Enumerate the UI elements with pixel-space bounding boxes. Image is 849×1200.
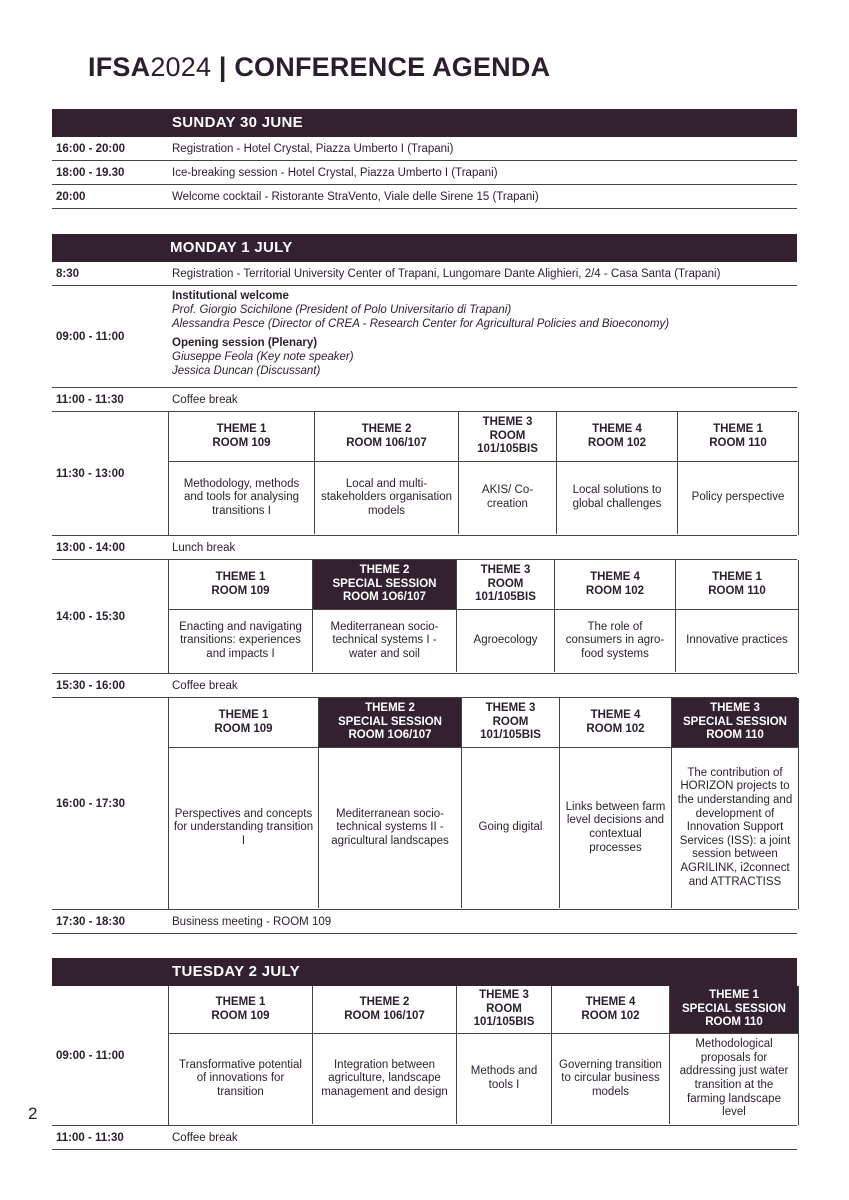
event-description: Registration - Hotel Crystal, Piazza Umberto I (Trapani)	[172, 142, 454, 155]
theme-header: THEME 3 ROOM 101/105BIS	[457, 560, 555, 610]
session-topic: Enacting and navigating transitions: experiences and impacts I	[169, 610, 313, 672]
time-slot: 09:00 - 11:00	[56, 1049, 125, 1062]
agenda-row	[52, 262, 797, 286]
agenda-row	[52, 161, 797, 185]
theme-header: THEME 1 ROOM 110	[678, 412, 798, 462]
tuesday-section	[52, 958, 797, 1150]
agenda-row	[52, 536, 797, 560]
page-number: 2	[28, 1104, 38, 1123]
time-slot: 15:30 - 16:00	[56, 679, 126, 692]
special-session-header: THEME 2 SPECIAL SESSION ROOM 1O6/107	[313, 560, 457, 610]
session-topic: Perspectives and concepts for understanding transition I	[169, 748, 319, 908]
session-topic: Methodology, methods and tools for analysing transitions I	[169, 462, 315, 534]
agenda-row	[52, 910, 797, 934]
time-slot: 11:00 - 11:30	[56, 393, 124, 406]
speaker-line: Prof. Giorgio Scichilone (President of Polo Universitario di Trapani)	[172, 303, 512, 316]
theme-header: THEME 1 ROOM 109	[169, 986, 313, 1034]
event-description: Coffee break	[172, 393, 238, 406]
welcome-details	[168, 286, 797, 387]
day-header: SUNDAY 30 JUNE	[52, 109, 797, 137]
day-header: TUESDAY 2 JULY	[52, 958, 797, 986]
theme-header: THEME 3 ROOM 101/105BIS	[462, 698, 560, 748]
theme-header: THEME 4 ROOM 102	[560, 698, 672, 748]
session-topic: AKIS/ Co-creation	[459, 462, 557, 534]
special-session-header: THEME 3 SPECIAL SESSION ROOM 110	[672, 698, 798, 748]
event-description: Welcome cocktail - Ristorante StraVento, Viale delle Sirene 15 (Trapani)	[172, 190, 539, 203]
theme-header: THEME 1 ROOM 109	[169, 698, 319, 748]
time-slot: 11:00 - 11:30	[56, 1131, 124, 1144]
session-topic: Policy perspective	[691, 491, 785, 504]
agenda-row	[52, 137, 797, 161]
theme-header: THEME 4 ROOM 102	[552, 986, 670, 1034]
welcome-heading: Institutional welcome	[172, 290, 289, 302]
time-slot: 16:00 - 20:00	[56, 142, 126, 155]
time-slot: 14:00 - 15:30	[56, 610, 126, 623]
title-separator: |	[211, 52, 235, 82]
agenda-row	[52, 1126, 797, 1150]
event-description: Business meeting - ROOM 109	[172, 915, 332, 928]
theme-header: THEME 1 ROOM 109	[169, 412, 315, 462]
session-topic: Local solutions to global challenges	[557, 462, 678, 534]
speaker-line: Alessandra Pesce (Director of CREA - Research Center for Agricultural Policies and Bioeconomy)	[172, 317, 670, 330]
session-topic: Local and multi-stakeholders organisation models	[315, 462, 459, 534]
speaker-line: Giuseppe Feola (Key note speaker)	[172, 351, 354, 364]
session-grid	[168, 412, 799, 535]
brand-year: 2024	[150, 52, 212, 82]
time-slot: 17:30 - 18:30	[56, 915, 126, 928]
agenda-row	[52, 185, 797, 209]
special-session-header: THEME 2 SPECIAL SESSION ROOM 1O6/107	[319, 698, 462, 748]
session-topic: Methodological proposals for addressing just water transition at the farming landscape level	[679, 1038, 789, 1119]
event-description: Ice-breaking session - Hotel Crystal, Piazza Umberto I (Trapani)	[172, 166, 498, 179]
time-slot: 20:00	[56, 190, 86, 203]
session-topic: Going digital	[462, 748, 560, 908]
time-slot: 16:00 - 17:30	[56, 797, 126, 810]
theme-header: THEME 3 ROOM 101/105BIS	[459, 412, 557, 462]
time-slot: 11:30 - 13:00	[56, 467, 125, 480]
session-topic: Transformative potential of innovations for transition	[169, 1034, 313, 1124]
theme-header: THEME 4 ROOM 102	[555, 560, 676, 610]
session-block	[52, 412, 797, 536]
session-block	[52, 560, 797, 674]
event-description: Coffee break	[172, 679, 238, 692]
time-slot: 09:00 - 11:00	[56, 330, 125, 343]
session-topic: The role of consumers in agro-food systems	[555, 610, 676, 672]
plenary-heading: Opening session (Plenary)	[172, 337, 318, 350]
speaker-line: Jessica Duncan (Discussant)	[172, 364, 321, 377]
theme-header: THEME 2 ROOM 106/107	[315, 412, 459, 462]
time-slot: 13:00 - 14:00	[56, 541, 126, 554]
session-topic: Integration between agriculture, landscape management and design	[313, 1034, 457, 1124]
session-topic: Mediterranean socio-technical systems I - water and soil	[313, 610, 457, 672]
welcome-block	[52, 286, 797, 388]
session-topic: Links between farm level decisions and contextual processes	[560, 748, 672, 908]
day-header: MONDAY 1 JULY	[52, 234, 797, 262]
session-block	[52, 698, 797, 910]
session-topic: The contribution of HORIZON projects to the understanding and development of Innovation Support Services (ISS): a joint session between AGRILINK, i2connect and ATTRACTISS	[677, 766, 793, 888]
event-description: Registration - Territorial University Center of Trapani, Lungomare Dante Alighieri, 2/4 - Casa Santa (Trapani)	[172, 267, 721, 280]
session-topic: Governing transition to circular business models	[552, 1034, 670, 1124]
theme-header: THEME 3 ROOM 101/105BIS	[457, 986, 552, 1034]
time-slot: 18:00 - 19.30	[56, 166, 125, 179]
theme-header: THEME 1 ROOM 109	[169, 560, 313, 610]
agenda-row	[52, 674, 797, 698]
session-grid	[168, 986, 799, 1125]
event-description: Coffee break	[172, 1131, 238, 1144]
session-block	[52, 986, 797, 1126]
event-description: Lunch break	[172, 541, 236, 554]
agenda-row	[52, 388, 797, 412]
page-title	[88, 52, 550, 83]
time-slot: 8:30	[56, 267, 80, 280]
sunday-section	[52, 109, 797, 209]
session-topic: Agroecology	[457, 610, 555, 672]
special-session-header: THEME 1 SPECIAL SESSION ROOM 110	[670, 986, 798, 1034]
theme-header: THEME 4 ROOM 102	[557, 412, 678, 462]
theme-header: THEME 2 ROOM 106/107	[313, 986, 457, 1034]
session-grid	[168, 698, 799, 909]
monday-section	[52, 234, 797, 934]
theme-header: THEME 1 ROOM 110	[676, 560, 798, 610]
session-topic: Innovative practices	[686, 634, 788, 647]
brand-name: IFSA	[88, 52, 151, 82]
session-topic: Methods and tools I	[457, 1034, 552, 1124]
session-grid	[168, 560, 799, 673]
title-text: CONFERENCE AGENDA	[234, 52, 551, 82]
session-topic: Mediterranean socio-technical systems II - agricultural landscapes	[319, 748, 462, 908]
